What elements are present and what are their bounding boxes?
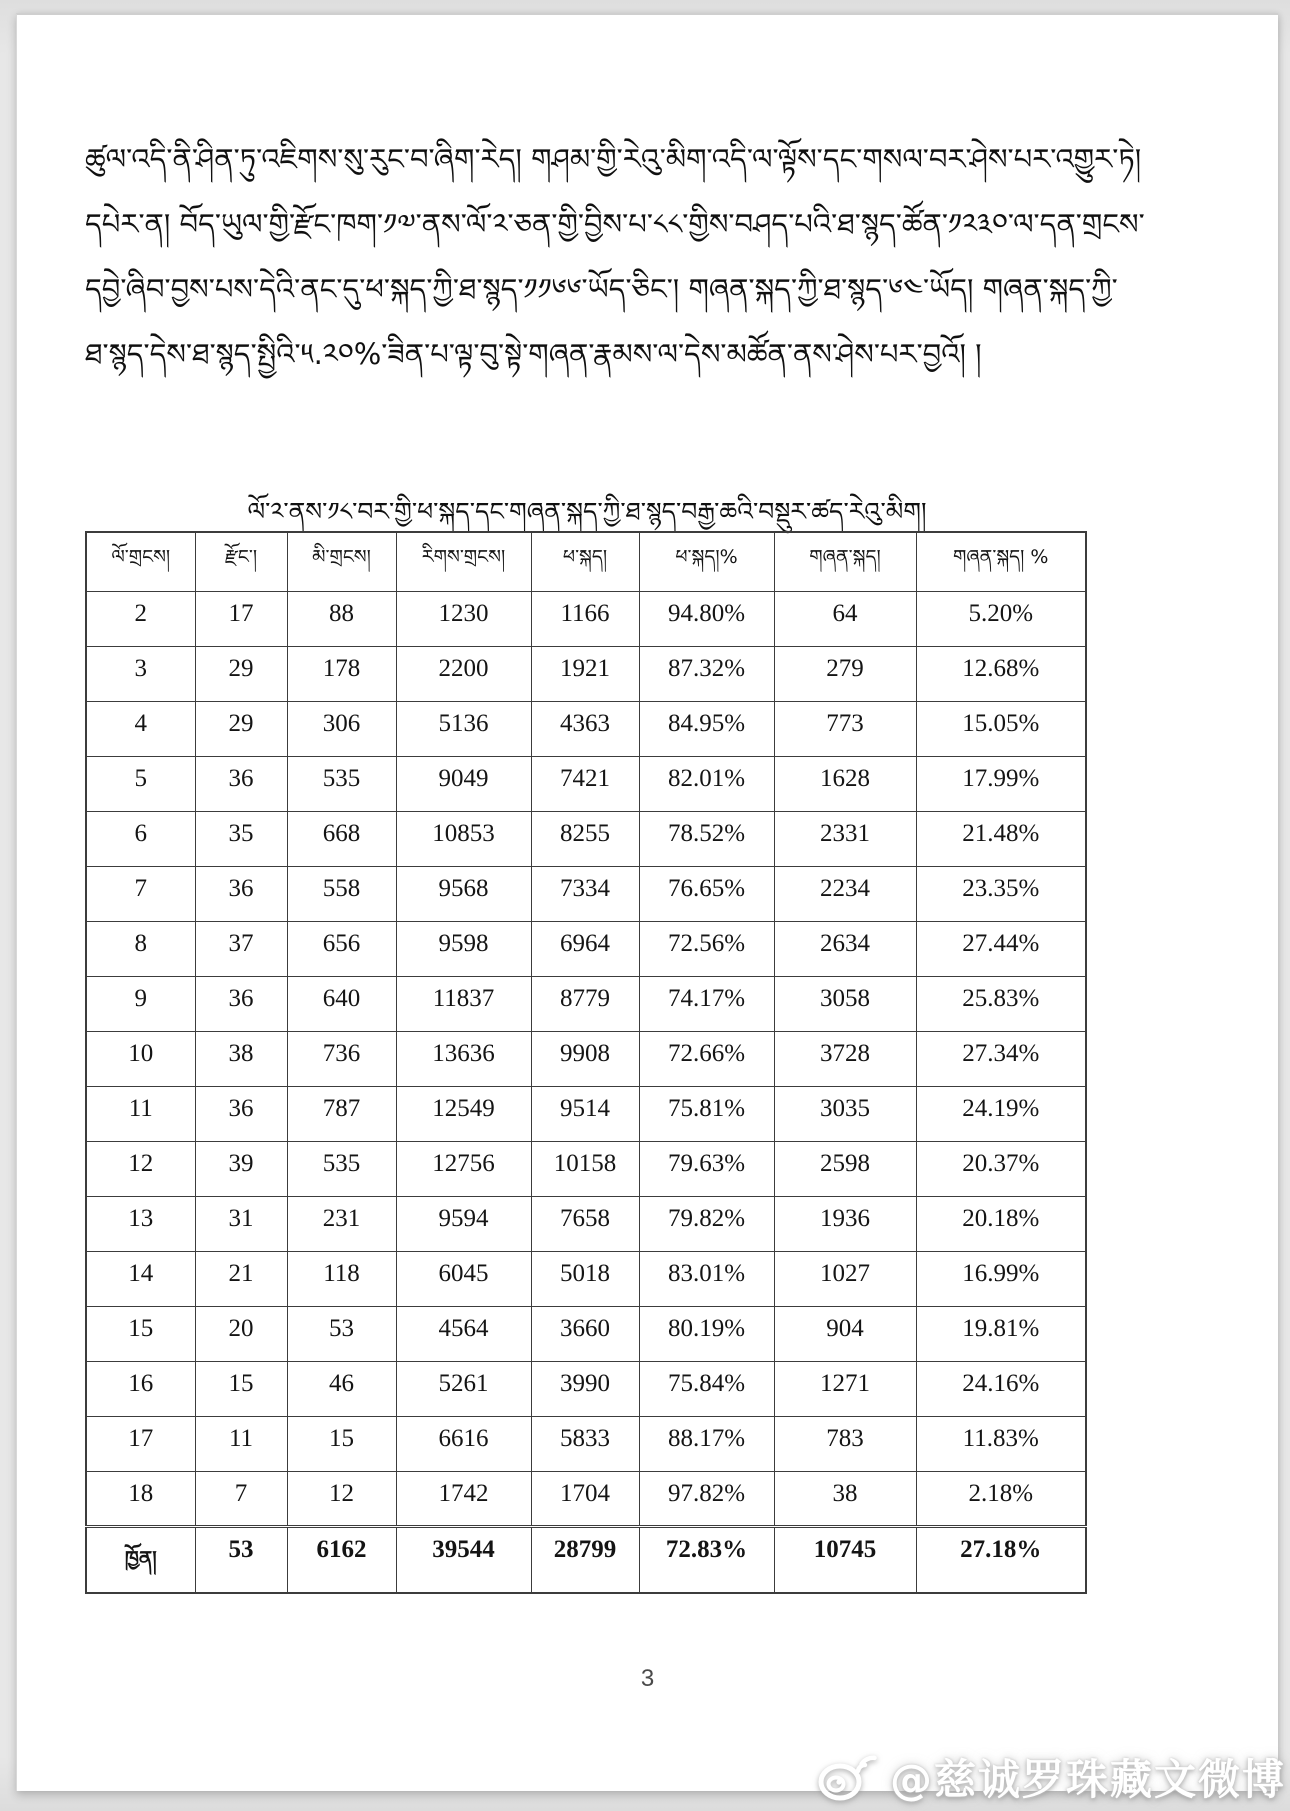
table-cell: 46	[287, 1362, 396, 1417]
header-row	[86, 532, 1086, 592]
table-row	[86, 1087, 1086, 1142]
table-row	[86, 592, 1086, 647]
table-cell: 9	[86, 977, 195, 1032]
table-cell: 640	[287, 977, 396, 1032]
table-row	[86, 977, 1086, 1032]
table-cell: 6964	[531, 922, 639, 977]
table-cell: 36	[195, 867, 287, 922]
table-cell: 11	[195, 1417, 287, 1472]
table-row	[86, 1032, 1086, 1087]
table-cell: 16	[86, 1362, 195, 1417]
table-row	[86, 1252, 1086, 1307]
table-cell: 24.19%	[916, 1087, 1086, 1142]
table-row	[86, 1472, 1086, 1527]
column-header: ལོ་གྲངས།	[86, 532, 195, 592]
table-cell: 31	[195, 1197, 287, 1252]
intro-line: དཔེར་ན། བོད་ཡུལ་གྱི་རྫོང་ཁག་༡༧་ནས་ལོ་༢་ཅན་གྱི་བྱིས་པ་༨༨་གྱིས་བཤད་པའི་ཐ་སྙད་ཚོན་༡༢༣༠་ལ་དན་གྲངས་	[85, 207, 1145, 241]
table-row	[86, 1362, 1086, 1417]
table-cell: 88.17%	[639, 1417, 774, 1472]
table-cell: 535	[287, 1142, 396, 1197]
table-cell: 72.83%	[639, 1527, 774, 1594]
table-row	[86, 867, 1086, 922]
table-cell: 1704	[531, 1472, 639, 1527]
table-title: ལོ་༢་ནས་༡༨་བར་གྱི་ཕ་སྐད་དང་གཞན་སྐད་ཀྱི་ཐ་སྙད་བརྒྱ་ཆའི་བསྡུར་ཚད་རེའུ་མིག།	[247, 497, 927, 526]
table-row	[86, 757, 1086, 812]
table-cell: 15	[86, 1307, 195, 1362]
table-cell: 668	[287, 812, 396, 867]
table-cell: 8779	[531, 977, 639, 1032]
table-cell: 2634	[774, 922, 916, 977]
column-header: གཞན་སྐད། %	[916, 532, 1086, 592]
table-cell: 7	[86, 867, 195, 922]
table-cell: 11837	[396, 977, 531, 1032]
table-cell: 9908	[531, 1032, 639, 1087]
table-cell: 27.18%	[916, 1527, 1086, 1594]
table-cell: 7421	[531, 757, 639, 812]
table-cell: 118	[287, 1252, 396, 1307]
table-row	[86, 647, 1086, 702]
table-cell: 9568	[396, 867, 531, 922]
table-cell: 20	[195, 1307, 287, 1362]
table-cell: 38	[195, 1032, 287, 1087]
table-cell: 16.99%	[916, 1252, 1086, 1307]
table-cell: 12756	[396, 1142, 531, 1197]
page-number: 3	[640, 1665, 655, 1692]
table-cell: 53	[195, 1527, 287, 1594]
table-cell: 87.32%	[639, 647, 774, 702]
table-cell: 84.95%	[639, 702, 774, 757]
table-cell: 3	[86, 647, 195, 702]
document-page	[16, 13, 1278, 1791]
table-cell: 6616	[396, 1417, 531, 1472]
table-cell: 7658	[531, 1197, 639, 1252]
table-row	[86, 812, 1086, 867]
table-cell: 1166	[531, 592, 639, 647]
table-cell: 15	[287, 1417, 396, 1472]
table-cell: 12	[86, 1142, 195, 1197]
table-cell: 37	[195, 922, 287, 977]
table-cell: 12.68%	[916, 647, 1086, 702]
table-cell: 2598	[774, 1142, 916, 1197]
table-cell: 21	[195, 1252, 287, 1307]
table-row	[86, 922, 1086, 977]
table-cell: 27.44%	[916, 922, 1086, 977]
table-cell: 29	[195, 647, 287, 702]
column-header: མི་གྲངས།	[287, 532, 396, 592]
table-cell: 78.52%	[639, 812, 774, 867]
table-cell: 36	[195, 757, 287, 812]
table-cell: 1230	[396, 592, 531, 647]
table-cell: 17.99%	[916, 757, 1086, 812]
table-cell: 64	[774, 592, 916, 647]
table-cell: 904	[774, 1307, 916, 1362]
table-cell: 13	[86, 1197, 195, 1252]
table-cell: 82.01%	[639, 757, 774, 812]
table-cell: 1628	[774, 757, 916, 812]
table-cell: 25.83%	[916, 977, 1086, 1032]
table-cell: 2	[86, 592, 195, 647]
column-header: ཕ་སྐད།%	[639, 532, 774, 592]
table-cell: 6045	[396, 1252, 531, 1307]
table-cell: 75.81%	[639, 1087, 774, 1142]
weibo-logo-icon	[818, 1749, 880, 1806]
table-cell: 72.56%	[639, 922, 774, 977]
table-cell: 279	[774, 647, 916, 702]
table-row	[86, 1197, 1086, 1252]
table-cell: 72.66%	[639, 1032, 774, 1087]
table-cell: 39	[195, 1142, 287, 1197]
table-cell: 4564	[396, 1307, 531, 1362]
table-cell: 24.16%	[916, 1362, 1086, 1417]
table-cell: 656	[287, 922, 396, 977]
total-row	[86, 1527, 1086, 1594]
table-cell: 787	[287, 1087, 396, 1142]
table-cell: 15	[195, 1362, 287, 1417]
table-cell: 12549	[396, 1087, 531, 1142]
table-cell: 7	[195, 1472, 287, 1527]
table-cell: 3035	[774, 1087, 916, 1142]
table-cell: 773	[774, 702, 916, 757]
data-table	[85, 531, 1087, 1594]
column-header: ཕ་སྐད།	[531, 532, 639, 592]
table-cell: 3728	[774, 1032, 916, 1087]
table-cell: 88	[287, 592, 396, 647]
table-cell: 736	[287, 1032, 396, 1087]
table-cell: 4363	[531, 702, 639, 757]
table-row	[86, 1307, 1086, 1362]
table-cell: 83.01%	[639, 1252, 774, 1307]
table-row	[86, 1417, 1086, 1472]
table-cell: 79.63%	[639, 1142, 774, 1197]
table-cell: 97.82%	[639, 1472, 774, 1527]
table-cell: 27.34%	[916, 1032, 1086, 1087]
table-cell: 17	[86, 1417, 195, 1472]
table-row	[86, 702, 1086, 757]
table-cell: 28799	[531, 1527, 639, 1594]
table-cell: 4	[86, 702, 195, 757]
table-cell: 79.82%	[639, 1197, 774, 1252]
intro-line: ཐ་སྙད་དེས་ཐ་སྙད་སྤྱིའི་༥.༢༠%་ཟིན་པ་ལྟ་བུ་སྟེ་གཞན་རྣམས་ལ་དེས་མཚོན་ནས་ཤེས་པར་བྱའོ། །	[85, 337, 982, 371]
table-cell: 20.37%	[916, 1142, 1086, 1197]
table-cell: 1271	[774, 1362, 916, 1417]
table-cell: 76.65%	[639, 867, 774, 922]
table-cell: 2200	[396, 647, 531, 702]
column-header: གཞན་སྐད།	[774, 532, 916, 592]
table-cell: 9514	[531, 1087, 639, 1142]
table-cell: 1936	[774, 1197, 916, 1252]
table-cell: 535	[287, 757, 396, 812]
table-cell: 5018	[531, 1252, 639, 1307]
table-cell: 35	[195, 812, 287, 867]
table-cell: 36	[195, 1087, 287, 1142]
table-cell: 9049	[396, 757, 531, 812]
table-cell: 3990	[531, 1362, 639, 1417]
table-cell: 53	[287, 1307, 396, 1362]
table-cell: 306	[287, 702, 396, 757]
table-cell: 5261	[396, 1362, 531, 1417]
table-cell: 11.83%	[916, 1417, 1086, 1472]
column-header: རྫོང་།	[195, 532, 287, 592]
table-cell: 1027	[774, 1252, 916, 1307]
table-row	[86, 1142, 1086, 1197]
table-cell: 80.19%	[639, 1307, 774, 1362]
watermark-handle: @慈诚罗珠藏文微博	[889, 1755, 1286, 1804]
table-cell: 2234	[774, 867, 916, 922]
table-cell: 10	[86, 1032, 195, 1087]
table-cell: 5833	[531, 1417, 639, 1472]
table-cell: 10853	[396, 812, 531, 867]
table-cell: 9594	[396, 1197, 531, 1252]
table-cell: 75.84%	[639, 1362, 774, 1417]
table-cell: 178	[287, 647, 396, 702]
table-cell: 19.81%	[916, 1307, 1086, 1362]
table-cell: 10745	[774, 1527, 916, 1594]
table-cell: 6	[86, 812, 195, 867]
table-cell: 21.48%	[916, 812, 1086, 867]
table-cell: 39544	[396, 1527, 531, 1594]
table-cell: 2.18%	[916, 1472, 1086, 1527]
table-cell: 3660	[531, 1307, 639, 1362]
table-cell: 231	[287, 1197, 396, 1252]
table-cell: 15.05%	[916, 702, 1086, 757]
intro-line: དབྱེ་ཞིབ་བྱས་པས་དེའི་ནང་དུ་ཕ་སྐད་ཀྱི་ཐ་སྙད་༡༡༦༦་ཡོད་ཅིང་། གཞན་སྐད་ཀྱི་ཐ་སྙད་༦༤་ཡོད། གཞན་སྐད་ཀྱི་	[85, 272, 1118, 306]
table-cell: 14	[86, 1252, 195, 1307]
table-cell: 38	[774, 1472, 916, 1527]
table-cell: 783	[774, 1417, 916, 1472]
table-cell: 8	[86, 922, 195, 977]
table-cell: 1921	[531, 647, 639, 702]
table-cell: 5136	[396, 702, 531, 757]
intro-paragraph	[85, 127, 1213, 387]
table-cell: 8255	[531, 812, 639, 867]
table-cell: 9598	[396, 922, 531, 977]
table-cell: ཁྱོན།	[86, 1527, 195, 1594]
table-cell: 94.80%	[639, 592, 774, 647]
table-cell: 7334	[531, 867, 639, 922]
table-cell: 11	[86, 1087, 195, 1142]
table-cell: 3058	[774, 977, 916, 1032]
column-header: རིགས་གྲངས།	[396, 532, 531, 592]
table-cell: 5.20%	[916, 592, 1086, 647]
intro-line: ཚུལ་འདི་ནི་ཤིན་ཏུ་འཇིགས་སུ་རུང་བ་ཞིག་རེད། གཤམ་གྱི་རེའུ་མིག་འདི་ལ་ལྟོས་དང་གསལ་བར་ཤེས་པར་འགྱུར་ཏེ།	[85, 142, 1142, 176]
table-cell: 6162	[287, 1527, 396, 1594]
table-cell: 10158	[531, 1142, 639, 1197]
table-cell: 23.35%	[916, 867, 1086, 922]
table-cell: 13636	[396, 1032, 531, 1087]
table-cell: 2331	[774, 812, 916, 867]
table-cell: 1742	[396, 1472, 531, 1527]
table-cell: 17	[195, 592, 287, 647]
table-cell: 74.17%	[639, 977, 774, 1032]
table-cell: 36	[195, 977, 287, 1032]
table-cell: 558	[287, 867, 396, 922]
watermark	[818, 1747, 1286, 1807]
table-cell: 18	[86, 1472, 195, 1527]
table-cell: 29	[195, 702, 287, 757]
table-cell: 20.18%	[916, 1197, 1086, 1252]
table-cell: 12	[287, 1472, 396, 1527]
table-cell: 5	[86, 757, 195, 812]
